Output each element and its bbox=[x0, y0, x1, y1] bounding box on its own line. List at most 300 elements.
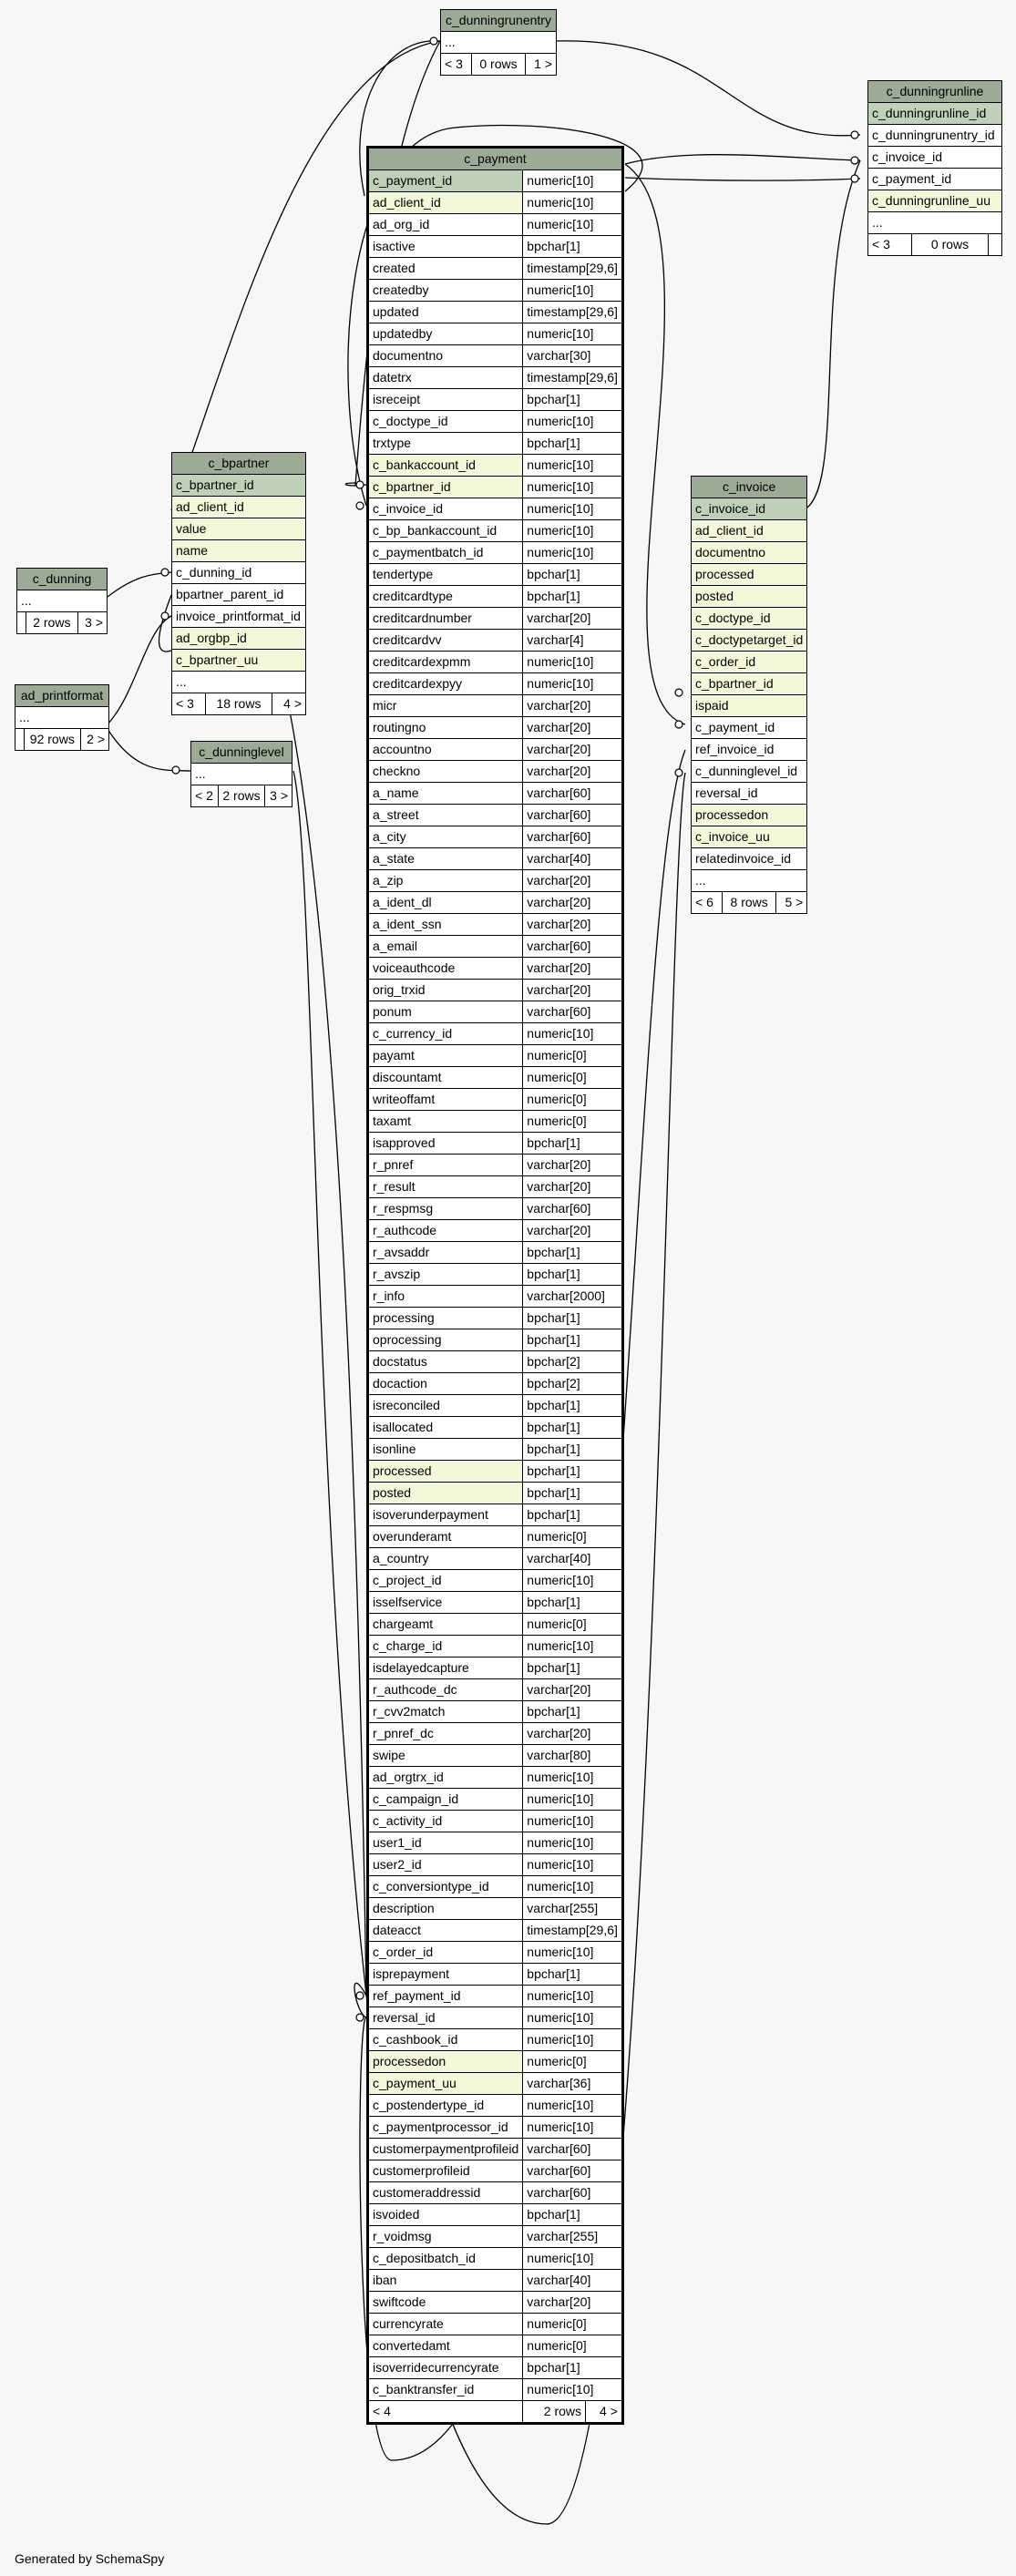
column-type: varchar[30] bbox=[523, 345, 623, 367]
column-name: creditcardvv bbox=[368, 630, 523, 652]
column-name: r_result bbox=[368, 1176, 523, 1198]
column-type: numeric[10] bbox=[523, 411, 623, 433]
column-name: reversal_id bbox=[692, 783, 807, 805]
column-row bbox=[368, 1198, 623, 1220]
column-row bbox=[368, 717, 623, 739]
column-row bbox=[172, 628, 306, 650]
column-row bbox=[368, 1876, 623, 1898]
column-name: user1_id bbox=[368, 1832, 523, 1854]
column-type: varchar[40] bbox=[523, 1548, 623, 1570]
column-row bbox=[692, 805, 807, 826]
column-type: numeric[0] bbox=[523, 1045, 623, 1067]
column-type: numeric[0] bbox=[523, 1089, 623, 1111]
column-type: numeric[10] bbox=[523, 170, 623, 192]
table-c-dunningrunentry[interactable] bbox=[440, 9, 557, 76]
column-name: orig_trxid bbox=[368, 980, 523, 1001]
column-type: varchar[20] bbox=[523, 739, 623, 761]
footer-children[interactable]: 1 > bbox=[526, 54, 557, 76]
footer-rows[interactable]: 92 rows bbox=[24, 729, 80, 751]
column-type: varchar[20] bbox=[523, 1723, 623, 1745]
column-row bbox=[368, 1964, 623, 1986]
link-payment-dunningrunline-2 bbox=[625, 155, 860, 164]
column-name: creditcardnumber bbox=[368, 608, 523, 630]
column-row bbox=[368, 2007, 623, 2029]
column-name: relatedinvoice_id bbox=[692, 848, 807, 870]
table-title[interactable]: c_dunningrunline bbox=[868, 81, 1002, 103]
column-row bbox=[692, 848, 807, 870]
column-type: varchar[40] bbox=[523, 848, 623, 870]
column-name: c_charge_id bbox=[368, 1636, 523, 1657]
column-type: bpchar[1] bbox=[523, 1133, 623, 1155]
footer-parents bbox=[15, 729, 25, 751]
footer-children[interactable]: 3 > bbox=[265, 785, 292, 807]
table-c-dunningrunline[interactable] bbox=[867, 80, 1002, 256]
column-name: a_email bbox=[368, 936, 523, 958]
link-bpartner-invoice bbox=[171, 492, 366, 1996]
column-row bbox=[368, 302, 623, 323]
column-name: a_ident_dl bbox=[368, 892, 523, 914]
column-row bbox=[692, 717, 807, 739]
column-row bbox=[868, 125, 1002, 147]
column-name: c_bpartner_id bbox=[172, 475, 306, 497]
column-type: numeric[10] bbox=[523, 455, 623, 477]
column-name: datetrx bbox=[368, 367, 523, 389]
column-row bbox=[868, 212, 1002, 234]
table-c-dunning[interactable] bbox=[16, 568, 108, 634]
column-name: posted bbox=[692, 586, 807, 608]
column-type: numeric[10] bbox=[523, 323, 623, 345]
column-name: convertedamt bbox=[368, 2335, 523, 2357]
column-name: voiceauthcode bbox=[368, 958, 523, 980]
column-name: ref_invoice_id bbox=[692, 739, 807, 761]
column-name: ... bbox=[692, 870, 807, 892]
column-name: oprocessing bbox=[368, 1329, 523, 1351]
column-name: isselfservice bbox=[368, 1592, 523, 1614]
column-name: r_pnref_dc bbox=[368, 1723, 523, 1745]
column-row bbox=[368, 1373, 623, 1395]
column-type: varchar[60] bbox=[523, 826, 623, 848]
column-type: timestamp[29,6] bbox=[523, 302, 623, 323]
column-row bbox=[368, 2335, 623, 2357]
column-row bbox=[368, 2379, 623, 2401]
column-type: bpchar[1] bbox=[523, 2357, 623, 2379]
column-row bbox=[868, 190, 1002, 212]
link-bpartner-parent bbox=[159, 595, 172, 652]
column-name: processed bbox=[368, 1461, 523, 1483]
column-row bbox=[368, 1920, 623, 1942]
column-row bbox=[368, 980, 623, 1001]
column-row bbox=[368, 1308, 623, 1329]
column-row bbox=[692, 695, 807, 717]
table-title[interactable]: c_payment bbox=[368, 148, 623, 170]
column-type: numeric[10] bbox=[523, 192, 623, 214]
column-row bbox=[368, 433, 623, 455]
column-name: c_bpartner_uu bbox=[172, 650, 306, 672]
column-name: invoice_printformat_id bbox=[172, 606, 306, 628]
column-type: numeric[10] bbox=[523, 673, 623, 695]
column-row bbox=[368, 1439, 623, 1461]
column-row bbox=[368, 2029, 623, 2051]
column-type: varchar[20] bbox=[523, 958, 623, 980]
column-name: ispaid bbox=[692, 695, 807, 717]
column-row bbox=[368, 652, 623, 673]
column-name: c_invoice_uu bbox=[692, 826, 807, 848]
footer-parents[interactable]: < 6 bbox=[692, 892, 723, 914]
column-row bbox=[368, 1570, 623, 1592]
column-row bbox=[368, 936, 623, 958]
column-name: writeoffamt bbox=[368, 1089, 523, 1111]
column-row bbox=[368, 1832, 623, 1854]
column-row bbox=[368, 630, 623, 652]
column-type: numeric[10] bbox=[523, 1854, 623, 1876]
column-type: bpchar[1] bbox=[523, 1329, 623, 1351]
column-name: c_payment_id bbox=[368, 170, 523, 192]
column-row bbox=[172, 540, 306, 562]
column-row bbox=[368, 739, 623, 761]
column-name: documentno bbox=[368, 345, 523, 367]
footer-rows[interactable]: 18 rows bbox=[205, 693, 272, 715]
column-name: isdelayedcapture bbox=[368, 1657, 523, 1679]
column-name: ... bbox=[868, 212, 1002, 234]
table-title[interactable]: c_dunningrunentry bbox=[441, 10, 557, 32]
column-row bbox=[692, 673, 807, 695]
column-row bbox=[172, 650, 306, 672]
column-type: numeric[10] bbox=[523, 1876, 623, 1898]
column-name: a_city bbox=[368, 826, 523, 848]
column-name: reversal_id bbox=[368, 2007, 523, 2029]
column-type: numeric[10] bbox=[523, 477, 623, 498]
column-type: varchar[20] bbox=[523, 980, 623, 1001]
column-type: numeric[0] bbox=[523, 1526, 623, 1548]
column-type: bpchar[1] bbox=[523, 1964, 623, 1986]
column-row bbox=[368, 1548, 623, 1570]
column-name: customeraddressid bbox=[368, 2182, 523, 2204]
column-row bbox=[368, 914, 623, 936]
column-type: numeric[0] bbox=[523, 1067, 623, 1089]
column-name: r_avsaddr bbox=[368, 1242, 523, 1264]
column-row bbox=[368, 455, 623, 477]
column-row bbox=[692, 630, 807, 652]
generated-by-note: Generated by SchemaSpy bbox=[15, 2551, 165, 2566]
column-type: varchar[20] bbox=[523, 608, 623, 630]
column-name: c_paymentprocessor_id bbox=[368, 2117, 523, 2139]
column-name: documentno bbox=[692, 542, 807, 564]
column-row bbox=[868, 103, 1002, 125]
column-row bbox=[692, 761, 807, 783]
column-row bbox=[368, 2226, 623, 2248]
column-row bbox=[368, 761, 623, 783]
column-row bbox=[368, 389, 623, 411]
link-payment-invoice bbox=[625, 164, 685, 724]
column-name: c_dunningrunline_uu bbox=[868, 190, 1002, 212]
column-row bbox=[368, 2182, 623, 2204]
column-row bbox=[368, 498, 623, 520]
column-type: numeric[10] bbox=[523, 542, 623, 564]
column-row bbox=[172, 606, 306, 628]
column-row bbox=[368, 958, 623, 980]
column-name: isreconciled bbox=[368, 1395, 523, 1417]
column-row bbox=[368, 805, 623, 826]
column-type: varchar[60] bbox=[523, 2160, 623, 2182]
footer-children[interactable]: 4 > bbox=[586, 2401, 623, 2424]
column-type: varchar[255] bbox=[523, 1898, 623, 1920]
column-row bbox=[368, 1461, 623, 1483]
footer-parents[interactable]: < 3 bbox=[172, 693, 206, 715]
column-name: isallocated bbox=[368, 1417, 523, 1439]
table-ad-printformat[interactable] bbox=[15, 684, 109, 751]
column-type: numeric[10] bbox=[523, 1942, 623, 1964]
column-name: routingno bbox=[368, 717, 523, 739]
footer-children[interactable]: 5 > bbox=[776, 892, 807, 914]
footer-rows[interactable]: 2 rows bbox=[26, 612, 77, 634]
column-type: varchar[20] bbox=[523, 761, 623, 783]
column-row bbox=[368, 2248, 623, 2270]
column-row bbox=[368, 1133, 623, 1155]
column-type: bpchar[1] bbox=[523, 1461, 623, 1483]
column-row bbox=[368, 783, 623, 805]
column-name: createdby bbox=[368, 280, 523, 302]
table-c-dunninglevel[interactable] bbox=[190, 741, 292, 807]
column-name: c_activity_id bbox=[368, 1811, 523, 1832]
column-row bbox=[368, 1001, 623, 1023]
column-name: docstatus bbox=[368, 1351, 523, 1373]
column-row bbox=[368, 2292, 623, 2314]
column-name: ... bbox=[172, 672, 306, 693]
column-type: varchar[60] bbox=[523, 783, 623, 805]
column-type: varchar[40] bbox=[523, 2270, 623, 2292]
column-name: trxtype bbox=[368, 433, 523, 455]
column-row bbox=[368, 2095, 623, 2117]
column-name: c_order_id bbox=[368, 1942, 523, 1964]
column-row bbox=[368, 323, 623, 345]
column-type: varchar[20] bbox=[523, 1176, 623, 1198]
link-invoice-dunningrunline bbox=[803, 160, 860, 510]
column-name: processed bbox=[692, 564, 807, 586]
column-row bbox=[368, 826, 623, 848]
column-type: numeric[10] bbox=[523, 1767, 623, 1789]
footer-rows[interactable]: 2 rows bbox=[218, 785, 265, 807]
column-type: numeric[0] bbox=[523, 2335, 623, 2357]
column-type: numeric[10] bbox=[523, 2029, 623, 2051]
column-row bbox=[368, 1701, 623, 1723]
column-type: numeric[10] bbox=[523, 2117, 623, 2139]
column-type: varchar[60] bbox=[523, 2182, 623, 2204]
column-row bbox=[441, 32, 557, 54]
column-name: c_dunningrunline_id bbox=[868, 103, 1002, 125]
column-name: posted bbox=[368, 1483, 523, 1504]
column-name: isvoided bbox=[368, 2204, 523, 2226]
link-payment-self bbox=[354, 1983, 366, 2017]
column-type: varchar[20] bbox=[523, 1679, 623, 1701]
column-row bbox=[368, 1242, 623, 1264]
column-name: accountno bbox=[368, 739, 523, 761]
column-type: numeric[0] bbox=[523, 2314, 623, 2335]
column-row bbox=[368, 848, 623, 870]
column-row bbox=[368, 2139, 623, 2160]
column-row bbox=[868, 169, 1002, 190]
column-name: dateacct bbox=[368, 1920, 523, 1942]
column-name: docaction bbox=[368, 1373, 523, 1395]
column-name: ... bbox=[441, 32, 557, 54]
column-name: customerprofileid bbox=[368, 2160, 523, 2182]
column-name: ad_client_id bbox=[172, 497, 306, 518]
column-type: varchar[20] bbox=[523, 892, 623, 914]
column-name: r_authcode_dc bbox=[368, 1679, 523, 1701]
column-name: c_doctype_id bbox=[368, 411, 523, 433]
column-row bbox=[368, 411, 623, 433]
column-row bbox=[368, 673, 623, 695]
footer-parents[interactable]: < 3 bbox=[868, 234, 912, 256]
table-c-invoice[interactable] bbox=[691, 476, 807, 914]
column-name: c_depositbatch_id bbox=[368, 2248, 523, 2270]
column-type: numeric[0] bbox=[523, 1111, 623, 1133]
column-type: varchar[20] bbox=[523, 1220, 623, 1242]
table-title[interactable]: c_dunning bbox=[17, 569, 108, 590]
column-name: ad_orgtrx_id bbox=[368, 1767, 523, 1789]
column-type: numeric[10] bbox=[523, 214, 623, 236]
column-type: bpchar[1] bbox=[523, 564, 623, 586]
column-type: bpchar[1] bbox=[523, 1504, 623, 1526]
column-row bbox=[368, 1417, 623, 1439]
footer-rows[interactable]: 8 rows bbox=[723, 892, 776, 914]
column-row bbox=[172, 584, 306, 606]
column-row bbox=[368, 1942, 623, 1964]
column-type: bpchar[1] bbox=[523, 433, 623, 455]
column-type: bpchar[2] bbox=[523, 1373, 623, 1395]
column-name: c_dunningrunentry_id bbox=[868, 125, 1002, 147]
table-c-payment[interactable] bbox=[366, 146, 624, 2425]
column-type: numeric[10] bbox=[523, 1636, 623, 1657]
column-name: ad_client_id bbox=[368, 192, 523, 214]
column-type: bpchar[1] bbox=[523, 389, 623, 411]
column-row bbox=[368, 1504, 623, 1526]
column-type: bpchar[1] bbox=[523, 1264, 623, 1286]
column-name: c_dunning_id bbox=[172, 562, 306, 584]
column-row bbox=[368, 1526, 623, 1548]
footer-parents[interactable]: < 2 bbox=[191, 785, 219, 807]
column-name: description bbox=[368, 1898, 523, 1920]
column-row bbox=[692, 520, 807, 542]
column-name: isoverunderpayment bbox=[368, 1504, 523, 1526]
column-name: isreceipt bbox=[368, 389, 523, 411]
column-type: numeric[10] bbox=[523, 2007, 623, 2029]
column-type: numeric[10] bbox=[523, 1986, 623, 2007]
footer-parents[interactable]: < 4 bbox=[368, 2401, 523, 2424]
column-row bbox=[368, 870, 623, 892]
footer-rows[interactable]: 0 rows bbox=[471, 54, 525, 76]
column-name: payamt bbox=[368, 1045, 523, 1067]
column-type: varchar[80] bbox=[523, 1745, 623, 1767]
column-type: numeric[10] bbox=[523, 1570, 623, 1592]
column-type: varchar[60] bbox=[523, 2139, 623, 2160]
column-name: ponum bbox=[368, 1001, 523, 1023]
column-row bbox=[368, 1220, 623, 1242]
column-row bbox=[692, 783, 807, 805]
column-name: user2_id bbox=[368, 1854, 523, 1876]
column-row bbox=[15, 707, 109, 729]
column-type: numeric[10] bbox=[523, 1811, 623, 1832]
column-row bbox=[368, 2073, 623, 2095]
column-row bbox=[368, 1045, 623, 1067]
footer-parents[interactable]: < 3 bbox=[441, 54, 472, 76]
column-row bbox=[368, 345, 623, 367]
column-row bbox=[368, 1614, 623, 1636]
column-row bbox=[368, 192, 623, 214]
column-name: discountamt bbox=[368, 1067, 523, 1089]
column-row bbox=[692, 826, 807, 848]
column-row bbox=[368, 1155, 623, 1176]
column-type: varchar[20] bbox=[523, 914, 623, 936]
column-row bbox=[368, 236, 623, 258]
column-row bbox=[368, 1023, 623, 1045]
column-name: updated bbox=[368, 302, 523, 323]
column-row bbox=[368, 2051, 623, 2073]
column-name: c_cashbook_id bbox=[368, 2029, 523, 2051]
column-name: chargeamt bbox=[368, 1614, 523, 1636]
column-row bbox=[368, 1811, 623, 1832]
table-c-bpartner[interactable] bbox=[171, 452, 306, 715]
link-payment-dunningrunline bbox=[625, 178, 860, 180]
column-type: varchar[4] bbox=[523, 630, 623, 652]
column-name: c_campaign_id bbox=[368, 1789, 523, 1811]
column-type: numeric[0] bbox=[523, 1614, 623, 1636]
column-name: r_avszip bbox=[368, 1264, 523, 1286]
column-type: bpchar[1] bbox=[523, 1483, 623, 1504]
column-name: isonline bbox=[368, 1439, 523, 1461]
column-name: processedon bbox=[368, 2051, 523, 2073]
column-type: timestamp[29,6] bbox=[523, 258, 623, 280]
column-row bbox=[368, 258, 623, 280]
footer-rows[interactable]: 0 rows bbox=[912, 234, 989, 256]
column-row bbox=[368, 2270, 623, 2292]
column-type: numeric[10] bbox=[523, 1832, 623, 1854]
column-type: varchar[60] bbox=[523, 1198, 623, 1220]
column-type: timestamp[29,6] bbox=[523, 1920, 623, 1942]
column-row bbox=[368, 1264, 623, 1286]
column-type: varchar[20] bbox=[523, 870, 623, 892]
column-name: name bbox=[172, 540, 306, 562]
column-name: a_country bbox=[368, 1548, 523, 1570]
column-name: c_bpartner_id bbox=[692, 673, 807, 695]
column-row bbox=[191, 764, 292, 785]
column-name: tendertype bbox=[368, 564, 523, 586]
column-type: bpchar[2] bbox=[523, 1351, 623, 1373]
table-title[interactable]: ad_printformat bbox=[15, 685, 109, 707]
column-name: r_info bbox=[368, 1286, 523, 1308]
column-name: c_bpartner_id bbox=[368, 477, 523, 498]
footer-children[interactable]: 4 > bbox=[272, 693, 306, 715]
footer-children[interactable]: 3 > bbox=[77, 612, 107, 634]
column-row bbox=[368, 1789, 623, 1811]
column-row bbox=[172, 518, 306, 540]
table-title[interactable]: c_dunninglevel bbox=[191, 742, 292, 764]
table-title[interactable]: c_invoice bbox=[692, 477, 807, 498]
column-name: c_payment_uu bbox=[368, 2073, 523, 2095]
column-type: numeric[10] bbox=[523, 652, 623, 673]
column-name: swiftcode bbox=[368, 2292, 523, 2314]
column-row bbox=[368, 2117, 623, 2139]
column-row bbox=[368, 542, 623, 564]
footer-rows[interactable]: 2 rows bbox=[523, 2401, 586, 2424]
table-title[interactable]: c_bpartner bbox=[172, 453, 306, 475]
column-name: r_voidmsg bbox=[368, 2226, 523, 2248]
footer-children[interactable]: 2 > bbox=[80, 729, 108, 751]
column-name: ... bbox=[191, 764, 292, 785]
column-type: numeric[10] bbox=[523, 1789, 623, 1811]
column-name: creditcardtype bbox=[368, 586, 523, 608]
column-type: varchar[20] bbox=[523, 1155, 623, 1176]
column-row bbox=[368, 1176, 623, 1198]
